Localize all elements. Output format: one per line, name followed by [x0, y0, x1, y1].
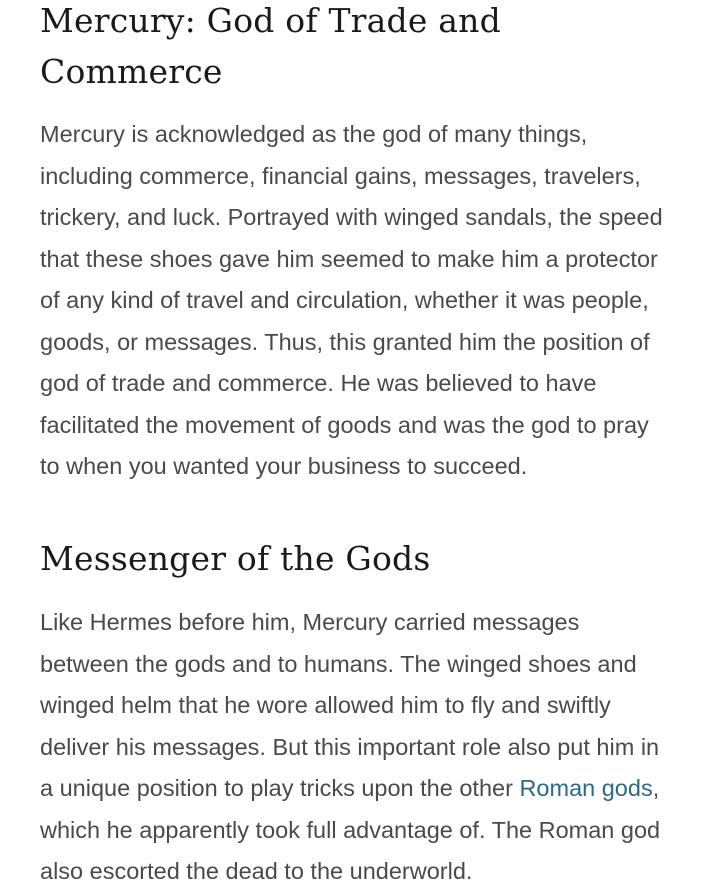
paragraph-line: trickery, and luck. Portrayed with winged sandals, the speed — [40, 204, 663, 230]
roman-gods-link[interactable]: Roman gods — [519, 775, 653, 801]
heading-line: Commerce — [40, 52, 223, 91]
paragraph-line: which he apparently took full advantage of. The Roman god — [40, 816, 661, 843]
heading-line: Mercury: God of Trade and — [40, 1, 501, 40]
paragraph-line: Like Hermes before him, Mercury carried messages — [40, 609, 580, 635]
paragraph-messenger — [40, 602, 690, 893]
section-heading-messenger: Messenger of the Gods — [40, 539, 431, 578]
paragraph-line-with-link — [40, 768, 690, 810]
paragraph-line: deliver his messages. But this important role also put him in — [40, 733, 660, 760]
paragraph-line: of any kind of travel and circulation, whether it was people, — [40, 287, 649, 313]
paragraph-line: including commerce, financial gains, messages, travelers, — [40, 162, 641, 189]
paragraph-line: Mercury is acknowledged as the god of many things, — [40, 121, 588, 147]
link-suffix-text: , — [652, 775, 660, 801]
section-heading-trade — [40, 0, 600, 97]
paragraph-line: that these shoes gave him seemed to make him a protector — [40, 245, 658, 272]
paragraph-line: winged helm that he wore allowed him to fly and swiftly — [40, 692, 611, 718]
paragraph-line: to when you wanted your business to succeed. — [40, 453, 528, 479]
paragraph-trade — [40, 114, 690, 488]
link-prefix-text: a unique position to play tricks upon the other — [40, 775, 520, 801]
paragraph-line: also escorted the dead to the underworld. — [40, 858, 473, 884]
paragraph-line: god of trade and commerce. He was believed to have — [40, 370, 597, 396]
paragraph-line: facilitated the movement of goods and was the god to pray — [40, 411, 649, 438]
paragraph-line: goods, or messages. Thus, this granted him the position of — [40, 328, 650, 355]
paragraph-line: between the gods and to humans. The winged shoes and — [40, 650, 637, 677]
